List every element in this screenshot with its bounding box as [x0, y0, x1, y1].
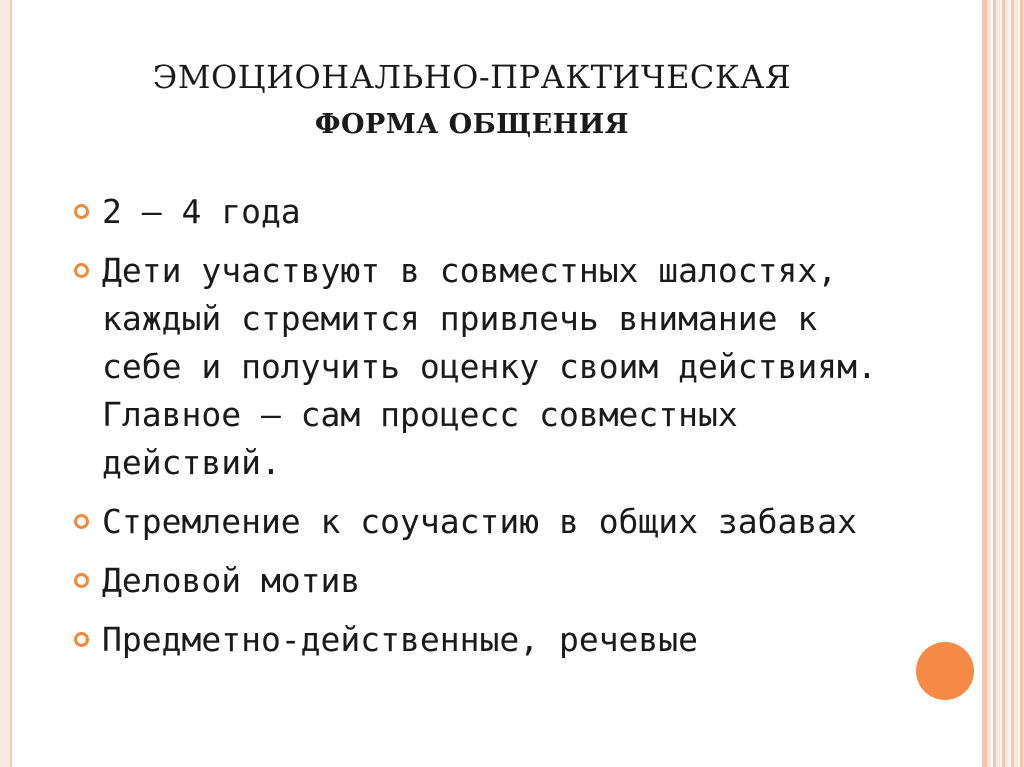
bullet-text: Деловой мотив	[102, 561, 361, 600]
title-line-2: ФОРМА ОБЩЕНИЯ	[314, 109, 630, 140]
bullet-text: 2 – 4 года	[102, 192, 301, 231]
bullet-text: Стремление к соучастию в общих забавах	[102, 502, 857, 541]
ring-bullet-icon	[74, 632, 89, 647]
bullet-item-aspiration	[74, 498, 894, 546]
right-stripe-decoration	[984, 0, 1024, 767]
bullet-item-motive	[74, 557, 894, 605]
bullet-text: Предметно-действенные, речевые	[102, 620, 699, 659]
bullet-item-age	[74, 188, 894, 236]
slide-panel	[10, 0, 984, 767]
bullet-item-means	[74, 616, 894, 664]
ring-bullet-icon	[74, 204, 89, 219]
title-line-1: ЭМОЦИОНАЛЬНО-ПРАКТИЧЕСКАЯ	[152, 58, 792, 96]
bullet-text: Дети участвуют в совместных шалостях, каждый стремится привлечь внимание к себе и получить оценку своим действиям. Главное – сам процесс совместных действий.	[102, 251, 877, 482]
bullet-list	[74, 188, 894, 675]
ring-bullet-icon	[74, 514, 89, 529]
bullet-item-description	[74, 247, 894, 487]
orange-circle-decoration	[916, 642, 974, 700]
ring-bullet-icon	[74, 263, 89, 278]
slide-title	[72, 52, 872, 148]
ring-bullet-icon	[74, 573, 89, 588]
